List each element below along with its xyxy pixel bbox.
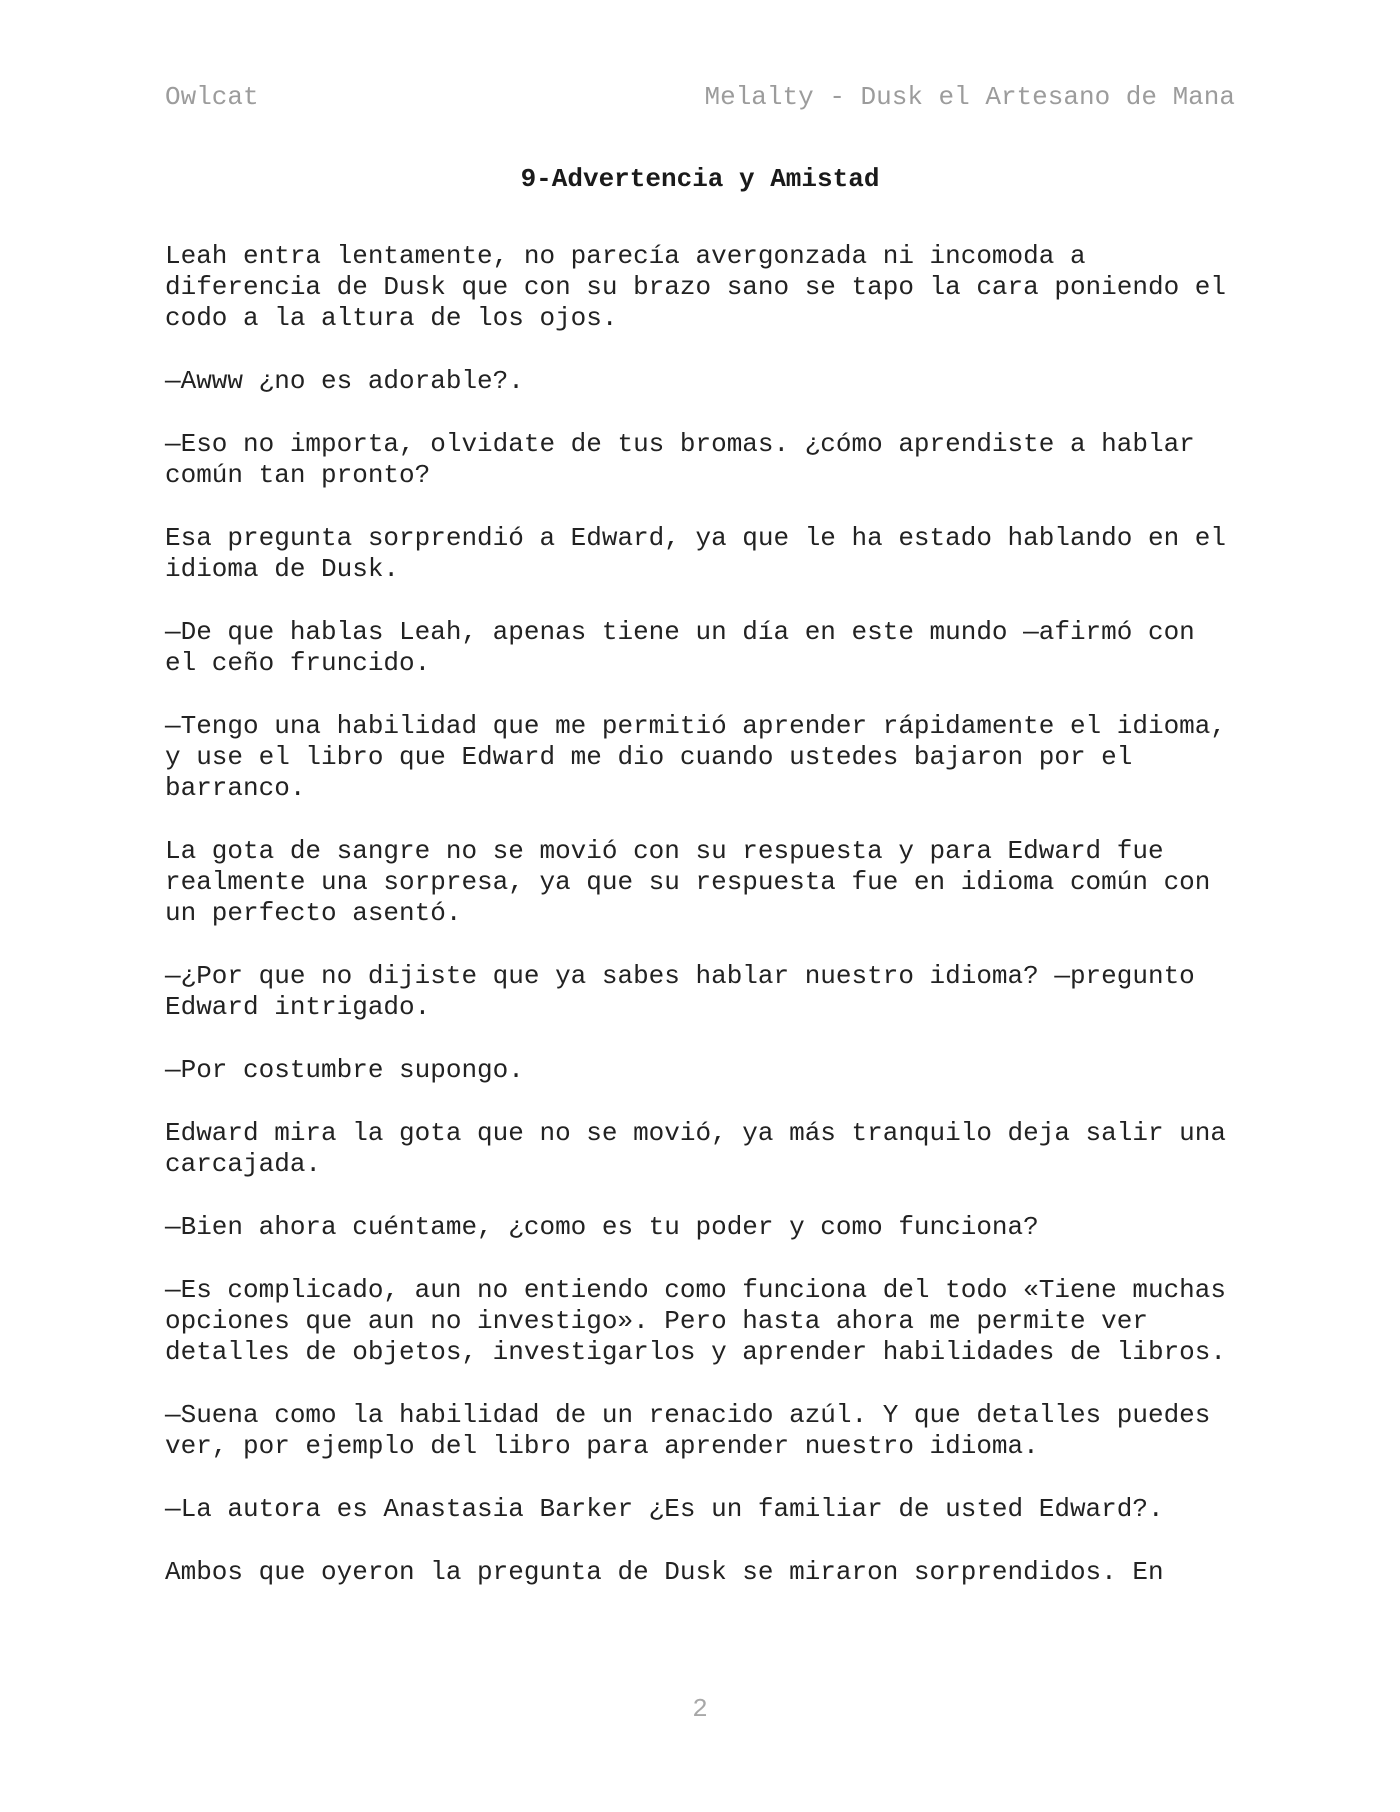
paragraph: Esa pregunta sorprendió a Edward, ya que le ha estado hablando en el idioma de Dusk. xyxy=(165,523,1242,584)
paragraph: —Awww ¿no es adorable?. xyxy=(165,366,524,396)
paragraph: —¿Por que no dijiste que ya sabes hablar nuestro idioma? —pregunto Edward intrigado. xyxy=(165,961,1211,1022)
header-book-title: Melalty - Dusk el Artesano de Mana xyxy=(704,82,1235,112)
paragraph: Edward mira la gota que no se movió, ya más tranquilo deja salir una carcajada. xyxy=(165,1118,1242,1179)
body-text xyxy=(165,241,1258,1620)
paragraph: —Tengo una habilidad que me permitió aprender rápidamente el idioma, y use el libro que Edward me dio cuando ustedes bajaron por el barranco. xyxy=(165,711,1258,803)
paragraph: Ambos que oyeron la pregunta de Dusk se miraron sorprendidos. En xyxy=(165,1557,1164,1587)
chapter-title: 9-Advertencia y Amistad xyxy=(520,164,880,194)
paragraph: —De que hablas Leah, apenas tiene un día en este mundo —afirmó con el ceño fruncido. xyxy=(165,617,1211,678)
paragraph: —La autora es Anastasia Barker ¿Es un familiar de usted Edward?. xyxy=(165,1494,1164,1524)
paragraph: —Es complicado, aun no entiendo como funciona del todo «Tiene muchas opciones que aun no investigo». Pero hasta ahora me permite ver detalles de objetos, investigarlos y aprender habilidades de libros. xyxy=(165,1275,1242,1367)
paragraph: —Suena como la habilidad de un renacido azúl. Y que detalles puedes ver, por ejemplo del libro para aprender nuestro idioma. xyxy=(165,1400,1226,1461)
paragraph: Leah entra lentamente, no parecía avergonzada ni incomoda a diferencia de Dusk que con su brazo sano se tapo la cara poniendo el codo a la altura de los ojos. xyxy=(165,241,1242,333)
header-author: Owlcat xyxy=(165,82,259,112)
paragraph: —Por costumbre supongo. xyxy=(165,1055,524,1085)
running-header xyxy=(165,80,1235,114)
paragraph: —Eso no importa, olvidate de tus bromas. ¿cómo aprendiste a hablar común tan pronto? xyxy=(165,429,1211,490)
page-number: 2 xyxy=(692,1694,708,1724)
paragraph: La gota de sangre no se movió con su respuesta y para Edward fue realmente una sorpresa, ya que su respuesta fue en idioma común con un perfecto asentó. xyxy=(165,836,1226,928)
paragraph: —Bien ahora cuéntame, ¿como es tu poder y como funciona? xyxy=(165,1212,1039,1242)
